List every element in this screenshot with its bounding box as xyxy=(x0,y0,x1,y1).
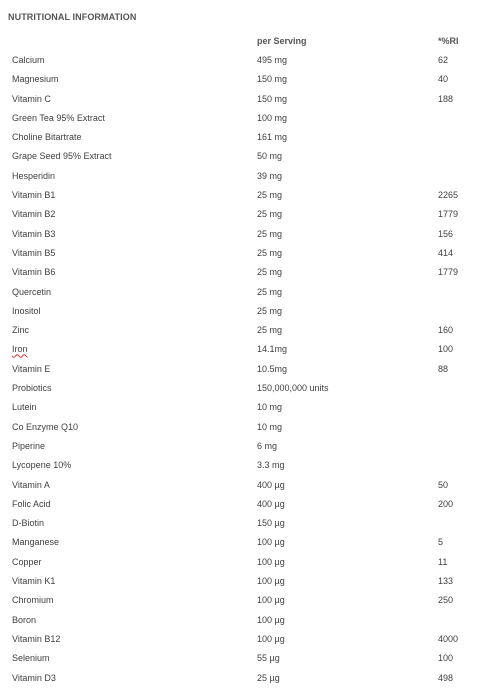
nutrient-amount: 100 µg xyxy=(257,614,285,625)
table-row xyxy=(0,69,498,88)
nutrient-ri: 1779 xyxy=(438,267,459,278)
nutrient-name: Copper xyxy=(12,556,42,567)
table-row xyxy=(0,610,498,629)
nutrient-name: Co Enzyme Q10 xyxy=(12,421,79,432)
nutrient-ri: 4000 xyxy=(438,633,459,644)
table-row xyxy=(0,668,498,687)
table-row xyxy=(0,224,498,243)
nutrient-name: Boron xyxy=(12,614,37,625)
table-row xyxy=(0,532,498,551)
nutrient-name: Vitamin B5 xyxy=(12,247,56,258)
nutrient-amount: 25 mg xyxy=(257,228,283,239)
table-row xyxy=(0,590,498,609)
table-row xyxy=(0,243,498,262)
nutrient-name: Zinc xyxy=(12,325,30,336)
table-row xyxy=(0,185,498,204)
table-row xyxy=(0,127,498,146)
table-row xyxy=(0,455,498,474)
table-row xyxy=(0,146,498,165)
nutrient-amount: 25 mg xyxy=(257,247,283,258)
nutrient-name: Chromium xyxy=(12,595,54,606)
nutrient-ri: 156 xyxy=(438,228,454,239)
nutrient-ri: 62 xyxy=(438,55,449,65)
nutrient-name: Vitamin K1 xyxy=(12,576,56,587)
table-row xyxy=(0,359,498,378)
nutrient-name: Piperine xyxy=(12,440,46,451)
nutrient-ri: 133 xyxy=(438,576,454,587)
nutrient-amount: 150 µg xyxy=(257,518,285,529)
nutrient-amount: 14.1mg xyxy=(257,344,288,355)
nutrient-amount: 3.3 mg xyxy=(257,460,285,471)
nutrient-name: Lutein xyxy=(12,402,37,413)
nutrient-ri: 498 xyxy=(438,672,454,683)
nutrient-ri: 1779 xyxy=(438,209,459,220)
nutrient-name: Vitamin E xyxy=(12,363,51,374)
nutrient-name: Green Tea 95% Extract xyxy=(12,112,105,123)
table-row xyxy=(0,89,498,108)
nutrient-name: Inositol xyxy=(12,305,41,316)
table-row xyxy=(0,397,498,416)
nutrient-amount: 6 mg xyxy=(257,440,278,451)
nutrient-amount: 100 µg xyxy=(257,556,285,567)
table-row xyxy=(0,513,498,532)
nutrient-amount: 10 mg xyxy=(257,421,283,432)
nutrient-name: Vitamin B12 xyxy=(12,633,61,644)
table-row xyxy=(0,320,498,339)
table-row xyxy=(0,339,498,358)
nutrient-amount: 100 µg xyxy=(257,576,285,587)
nutrient-name: D-Biotin xyxy=(12,518,45,529)
nutrient-name: Lycopene 10% xyxy=(12,460,72,471)
nutrient-amount: 150 mg xyxy=(257,93,288,104)
nutrient-amount: 25 mg xyxy=(257,267,283,278)
table-row xyxy=(0,417,498,436)
nutrient-ri: 88 xyxy=(438,363,449,374)
table-row xyxy=(0,378,498,397)
table-row xyxy=(0,648,498,667)
nutrient-ri: 188 xyxy=(438,93,454,104)
nutrient-ri: 2265 xyxy=(438,190,459,201)
table-row xyxy=(0,204,498,223)
nutrient-amount: 150 mg xyxy=(257,74,288,85)
nutrient-name: Selenium xyxy=(12,653,50,664)
table-row xyxy=(0,166,498,185)
nutrient-ri: 40 xyxy=(438,74,449,85)
nutrient-ri: 50 xyxy=(438,479,449,490)
nutrient-name: Vitamin D3 xyxy=(12,672,56,683)
table-row xyxy=(0,301,498,320)
nutrient-amount: 495 mg xyxy=(257,55,288,65)
nutrient-amount: 50 mg xyxy=(257,151,283,162)
nutrient-amount: 400 µg xyxy=(257,479,285,490)
nutrition-table xyxy=(0,50,498,687)
table-row xyxy=(0,571,498,590)
nutrient-amount: 25 µg xyxy=(257,672,280,683)
nutrient-amount: 100 µg xyxy=(257,595,285,606)
nutrient-ri: 414 xyxy=(438,247,454,258)
nutrient-name: Vitamin B3 xyxy=(12,228,56,239)
table-row xyxy=(0,50,498,69)
nutrient-amount: 161 mg xyxy=(257,132,288,143)
nutrient-amount: 25 mg xyxy=(257,286,283,297)
nutrient-name: Vitamin B2 xyxy=(12,209,56,220)
nutrient-ri: 5 xyxy=(438,537,444,548)
table-row xyxy=(0,552,498,571)
nutrient-amount: 100 µg xyxy=(257,633,285,644)
nutrient-ri: 160 xyxy=(438,325,454,336)
nutrient-name: Vitamin C xyxy=(12,93,51,104)
column-header-per-serving: per Serving xyxy=(257,36,307,46)
nutrient-amount: 150,000,000 units xyxy=(257,383,329,394)
nutrient-ri: 250 xyxy=(438,595,454,606)
table-row xyxy=(0,108,498,127)
nutrient-name: Vitamin B6 xyxy=(12,267,56,278)
nutrient-name: Grape Seed 95% Extract xyxy=(12,151,112,162)
nutrient-name: Vitamin A xyxy=(12,479,50,490)
table-row xyxy=(0,282,498,301)
nutrient-ri: 200 xyxy=(438,498,454,509)
nutrient-amount: 100 mg xyxy=(257,112,288,123)
table-row xyxy=(0,629,498,648)
nutrient-amount: 25 mg xyxy=(257,190,283,201)
nutrient-name: Folic Acid xyxy=(12,498,51,509)
nutrient-ri: 100 xyxy=(438,653,454,664)
table-row xyxy=(0,475,498,494)
nutrient-amount: 10.5mg xyxy=(257,363,288,374)
nutrient-name: Manganese xyxy=(12,537,60,548)
nutrient-name: Iron xyxy=(12,344,28,355)
nutrient-name: Probiotics xyxy=(12,383,52,394)
nutrient-amount: 100 µg xyxy=(257,537,285,548)
nutrient-name: Hesperidin xyxy=(12,170,56,181)
nutrient-amount: 25 mg xyxy=(257,209,283,220)
table-row xyxy=(0,262,498,281)
nutrient-ri: 11 xyxy=(438,556,448,567)
table-row xyxy=(0,436,498,455)
nutrient-amount: 39 mg xyxy=(257,170,283,181)
nutrient-amount: 55 µg xyxy=(257,653,280,664)
nutrient-name: Calcium xyxy=(12,55,45,65)
nutrient-name: Magnesium xyxy=(12,74,59,85)
nutrient-amount: 400 µg xyxy=(257,498,285,509)
nutrient-amount: 25 mg xyxy=(257,305,283,316)
nutrient-name: Vitamin B1 xyxy=(12,190,56,201)
nutrient-name: Choline Bitartrate xyxy=(12,132,82,143)
nutrient-amount: 25 mg xyxy=(257,325,283,336)
table-row xyxy=(0,494,498,513)
nutrient-ri: 100 xyxy=(438,344,454,355)
nutrient-name: Quercetin xyxy=(12,286,52,297)
column-header-ri: *%RI xyxy=(438,36,459,46)
nutrient-amount: 10 mg xyxy=(257,402,283,413)
page-title: NUTRITIONAL INFORMATION xyxy=(8,12,137,22)
